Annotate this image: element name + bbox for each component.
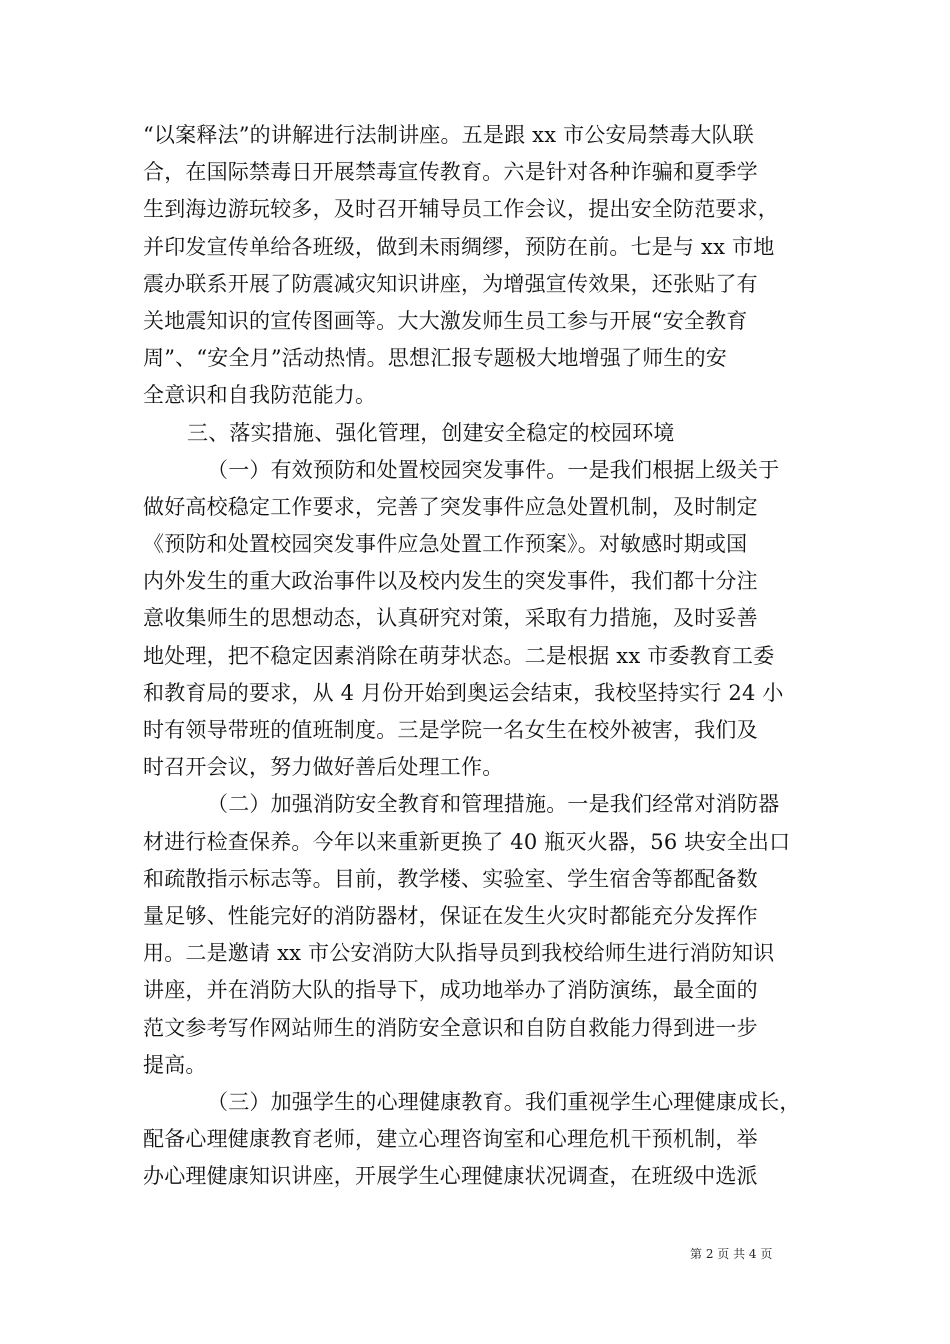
- text-line: （一）有效预防和处置校园突发事件。一是我们根据上级关于: [207, 457, 780, 482]
- text-line: 范文参考写作网站师生的消防安全意识和自防自救能力得到进一步: [143, 1015, 758, 1040]
- text-line: 意收集师生的思想动态，认真研究对策，采取有力措施，及时妥善: [143, 606, 758, 631]
- text-line: 材进行检查保养。今年以来重新更换了 40 瓶灭火器，56 块安全出口: [143, 829, 791, 854]
- text-line: 用。二是邀请 xx 市公安消防大队指导员到我校给师生进行消防知识: [143, 941, 775, 966]
- text-line: （二）加强消防安全教育和管理措施。一是我们经常对消防器: [207, 792, 780, 817]
- text-line: 和教育局的要求，从 4 月份开始到奥运会结束，我校坚持实行 24 小: [143, 680, 784, 705]
- text-line: 讲座，并在消防大队的指导下，成功地举办了消防演练，最全面的: [143, 978, 758, 1003]
- text-line: 做好高校稳定工作要求，完善了突发事件应急处置机制，及时制定: [143, 494, 758, 519]
- text-line: 《预防和处置校园突发事件应急处置工作预案》。对敏感时期或国: [143, 532, 748, 557]
- body-text: [143, 117, 823, 1195]
- text-line: 合，在国际禁毒日开展禁毒宣传教育。六是针对各种诈骗和夏季学: [143, 160, 758, 185]
- text-line: 量足够、性能完好的消防器材，保证在发生火灾时都能充分发挥作: [143, 903, 758, 928]
- text-line: 地处理，把不稳定因素消除在萌芽状态。二是根据 xx 市委教育工委: [143, 643, 775, 668]
- text-line: （三）加强学生的心理健康教育。我们重视学生心理健康成长，: [207, 1089, 801, 1114]
- text-line: 时有领导带班的值班制度。三是学院一名女生在校外被害，我们及: [143, 718, 758, 742]
- text-line: 办心理健康知识讲座，开展学生心理健康状况调查，在班级中选派: [143, 1164, 758, 1189]
- text-line: “以案释法”的讲解进行法制讲座。五是跟 xx 市公安局禁毒大队联: [143, 123, 754, 147]
- text-line: 时召开会议，努力做好善后处理工作。: [143, 755, 504, 780]
- text-line: 生到海边游玩较多，及时召开辅导员工作会议，提出安全防范要求，: [143, 197, 779, 222]
- section-heading: 三、落实措施、强化管理，创建安全稳定的校园环境: [187, 420, 675, 445]
- text-line: 提高。: [143, 1052, 207, 1077]
- page-number-footer: 第 2 页 共 4 页: [690, 1247, 773, 1261]
- text-line: 和疏散指示标志等。目前，教学楼、实验室、学生宿舍等都配备数: [143, 866, 758, 891]
- text-line: 内外发生的重大政治事件以及校内发生的突发事件，我们都十分注: [143, 569, 758, 594]
- text-line: 震办联系开展了防震减灾知识讲座，为增强宣传效果，还张贴了有: [143, 271, 758, 296]
- text-line: 关地震知识的宣传图画等。大大激发师生员工参与开展“安全教育: [143, 308, 748, 333]
- text-line: 周”、“安全月”活动热情。思想汇报专题极大地增强了师生的安: [143, 346, 728, 371]
- text-line: 配备心理健康教育老师，建立心理咨询室和心理危机干预机制，举: [143, 1127, 758, 1152]
- text-line: 全意识和自我防范能力。: [143, 383, 377, 408]
- text-line: 并印发宣传单给各班级，做到未雨绸缪，预防在前。七是与 xx 市地: [143, 234, 775, 259]
